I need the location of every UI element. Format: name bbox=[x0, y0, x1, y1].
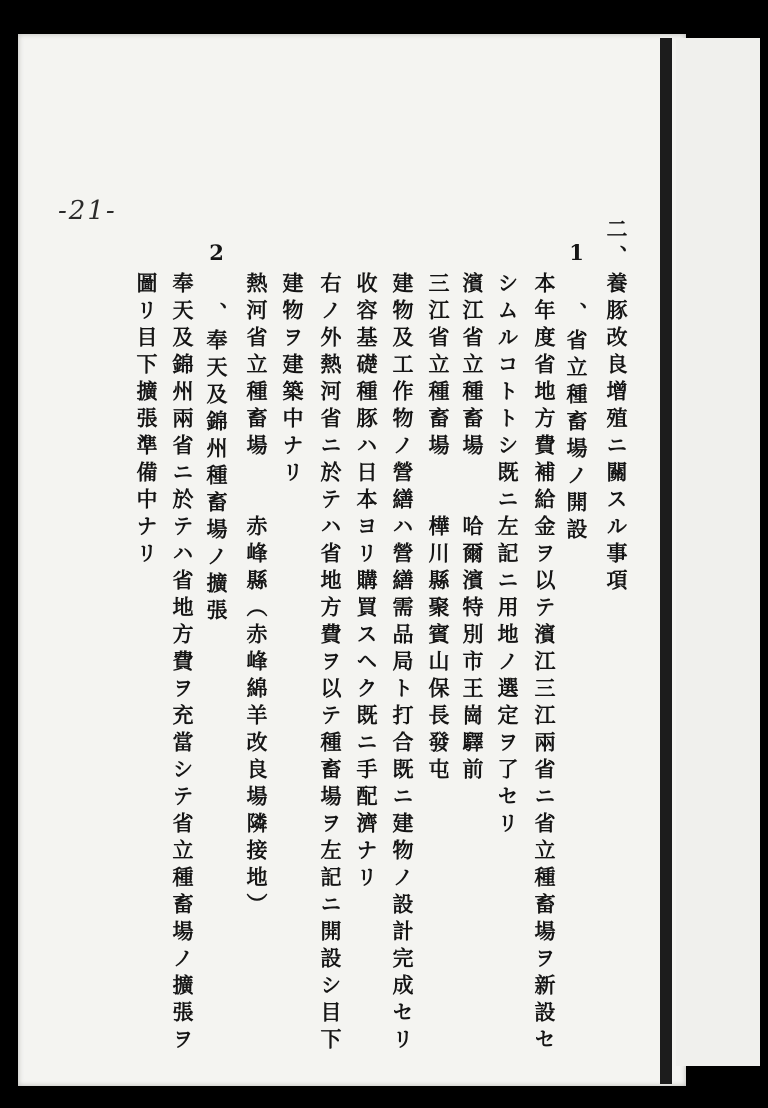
binding-spine bbox=[660, 38, 672, 1084]
adjacent-page-edge bbox=[676, 38, 760, 1066]
text-column: 收容基礎種豚ハ日本ヨリ購買スヘク既ニ手配濟ナリ bbox=[354, 272, 379, 893]
text-column: 濱江省立種畜場 哈爾濱特別市王崗驛前 bbox=[460, 272, 485, 785]
text-column: 右ノ外熱河省ニ於テハ省地方費ヲ以テ種畜場ヲ左記ニ開設シ目下 bbox=[318, 272, 343, 1055]
subsection-heading: 1 、省立種畜場ノ開設 bbox=[564, 240, 589, 545]
text-column: シムルコトトシ既ニ左記ニ用地ノ選定ヲ了セリ bbox=[495, 272, 520, 839]
text-column: 奉天及錦州兩省ニ於テハ省地方費ヲ充當シテ省立種畜場ノ擴張ヲ bbox=[170, 272, 195, 1055]
text-column: 建物ヲ建築中ナリ bbox=[280, 272, 305, 488]
section-heading: 二、養豚改良增殖ニ關スル事項 bbox=[604, 218, 629, 596]
text-column: 建物及工作物ノ營繕ハ營繕需品局ト打合既ニ建物ノ設計完成セリ bbox=[390, 272, 415, 1055]
document-page bbox=[18, 34, 686, 1086]
text-column: 本年度省地方費補給金ヲ以テ濱江三江兩省ニ省立種畜場ヲ新設セ bbox=[532, 272, 557, 1055]
subsection-heading: 2 、奉天及錦州種畜場ノ擴張 bbox=[204, 240, 229, 626]
text-column: 熱河省立種畜場 赤峰縣（赤峰綿羊改良場隣接地） bbox=[244, 272, 269, 920]
text-column: 圖リ目下擴張準備中ナリ bbox=[134, 272, 159, 569]
text-column: 三江省立種畜場 樺川縣聚賓山保長發屯 bbox=[426, 272, 451, 785]
page-number: -21- bbox=[58, 196, 117, 226]
